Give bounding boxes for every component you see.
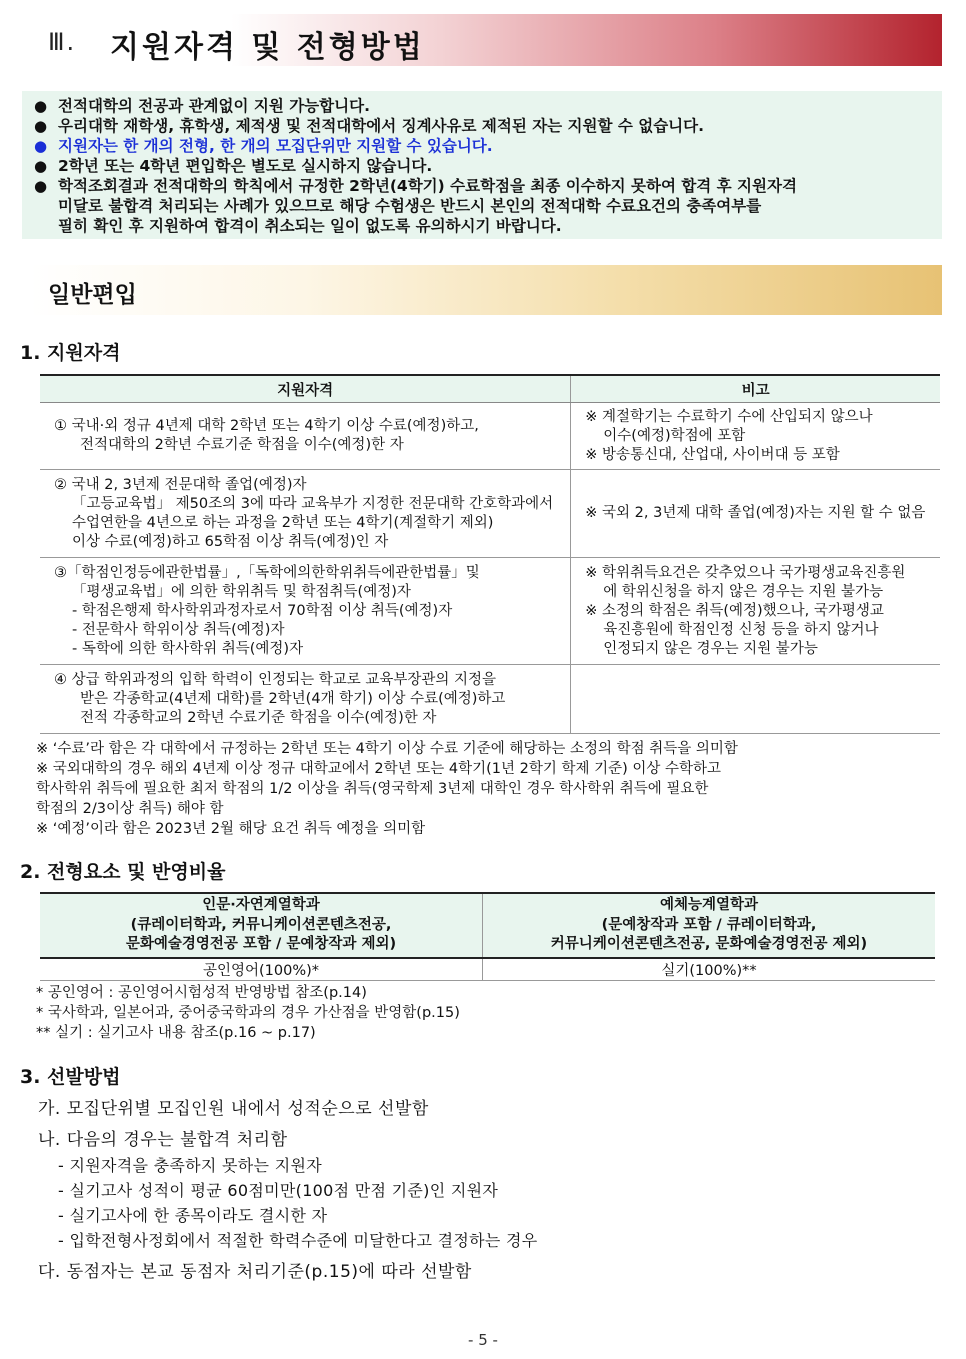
cell-line: ※ 방송통신대, 산업대, 사이버대 등 포함 xyxy=(585,446,840,463)
table-header-row xyxy=(40,375,940,403)
table-cell xyxy=(571,470,940,558)
note-line: ※ 국외대학의 경우 해외 4년제 이상 정규 대학교에서 2학년 또는 4학기(1년 2학기 학제 기준) 이상 수학하고 xyxy=(36,761,721,777)
table-cell: 공인영어(100%)* xyxy=(40,958,483,981)
notice-item-continued: 미달로 불합격 처리되는 사례가 있으므로 해당 수험생은 반드시 본인의 전적대학 수료요건의 충족여부를 xyxy=(58,197,762,215)
cell-line: 육진흥원에 학점인정 신청 등을 하지 않거나 xyxy=(603,621,879,638)
notice-item-highlight: 지원자는 한 개의 전형, 한 개의 모집단위만 지원할 수 있습니다. xyxy=(58,137,493,155)
cell-line: - 독학에 의한 학사학위 취득(예정)자 xyxy=(72,640,304,657)
page-number: - 5 - xyxy=(468,1331,498,1349)
header-line: 인문·자연계열학과 xyxy=(202,897,320,913)
bullet-icon: ● xyxy=(34,157,48,175)
table-row xyxy=(40,403,940,470)
qualification-heading: 1. 지원자격 xyxy=(20,342,121,364)
table-header-cell xyxy=(40,893,483,958)
cell-line: ※ 소정의 학점은 취득(예정)했으나, 국가평생교 xyxy=(585,602,884,619)
table-row xyxy=(40,665,940,734)
notice-item-continued: 필히 확인 후 지원하여 합격이 취소되는 일이 없도록 유의하시기 바랍니다. xyxy=(58,217,562,235)
table-cell xyxy=(40,558,571,665)
cell-line: ② 국내 2, 3년제 전문대학 졸업(예정)자 xyxy=(54,476,307,493)
cell-line: ※ 학위취득요건은 갖추었으나 국가평생교육진흥원 xyxy=(585,564,906,581)
section-title: 지원자격 및 전형방법 xyxy=(110,30,425,65)
note-line: 학점의 2/3이상 취득) 해야 함 xyxy=(36,801,224,817)
table-header-cell xyxy=(483,893,936,958)
notice-item: 우리대학 재학생, 휴학생, 제적생 및 전적대학에서 징계사유로 제적된 자는 지원할 수 없습니다. xyxy=(58,117,704,135)
table-row xyxy=(40,558,940,665)
bullet-icon: ● xyxy=(34,177,48,195)
cell-line: 「고등교육법」 제50조의 3에 따라 교육부가 지정한 전문대학 간호학과에서 xyxy=(72,495,554,512)
selection-sub-item: - 실기고사에 한 종목이라도 결시한 자 xyxy=(58,1206,328,1225)
note-line: ※ ‘수료’라 함은 각 대학에서 규정하는 2학년 또는 4학기 이상 수료 기준에 해당하는 소정의 학점 취득을 의미함 xyxy=(36,741,738,757)
note-line: ** 실기 : 실기고사 내용 참조(p.16 ~ p.17) xyxy=(36,1025,316,1041)
table-cell xyxy=(571,558,940,665)
note-line: * 국사학과, 일본어과, 중어중국학과의 경우 가산점을 반영함(p.15) xyxy=(36,1005,460,1021)
notice-item: 학적조회결과 전적대학의 학칙에서 규정한 2학년(4학기) 수료학점을 최종 이수하지 못하여 합격 후 지원자격 xyxy=(58,177,797,195)
cell-line: 이상 수료(예정)하고 65학점 이상 취득(예정)인 자 xyxy=(72,533,389,550)
qualification-table xyxy=(40,374,940,734)
header-line: (문예창작과 포함 / 큐레이터학과, xyxy=(601,916,817,933)
selection-item-na: 나. 다음의 경우는 불합격 처리함 xyxy=(38,1130,288,1150)
cell-line: 「평생교육법」에 의한 학위취득 및 학점취득(예정)자 xyxy=(72,583,411,600)
cell-line: ※ 국외 2, 3년제 대학 졸업(예정)자는 지원 할 수 없음 xyxy=(585,505,926,521)
selection-sub-item: - 입학전형사정회에서 적절한 학력수준에 미달한다고 결정하는 경우 xyxy=(58,1231,538,1250)
bullet-icon: ● xyxy=(34,117,48,135)
cell-line: 이수(예정)학점에 포함 xyxy=(603,427,746,444)
cell-line: ① 국내·외 정규 4년제 대학 2학년 또는 4학기 이상 수료(예정)하고, xyxy=(54,418,479,434)
header-line: 커뮤니케이션콘텐츠전공, 문화예술경영전공 제외) xyxy=(550,936,868,952)
cell-line: - 학점은행제 학사학위과정자로서 70학점 이상 취득(예정)자 xyxy=(72,602,453,619)
table-header-cell: 비고 xyxy=(571,375,940,403)
elements-heading: 2. 전형요소 및 반영비율 xyxy=(20,861,226,883)
notice-box xyxy=(22,91,942,239)
cell-line: 받은 각종학교(4년제 대학)를 2학년(4개 학기) 이상 수료(예정)하고 xyxy=(80,690,506,707)
notice-item: 전적대학의 전공과 관계없이 지원 가능합니다. xyxy=(58,97,370,115)
table-header-cell: 지원자격 xyxy=(40,375,571,403)
bullet-icon: ● xyxy=(34,97,48,115)
cell-line: 전적 각종학교의 2학년 수료기준 학점을 이수(예정)한 자 xyxy=(80,709,437,726)
bullet-icon: ● xyxy=(34,137,48,155)
table-cell xyxy=(571,403,940,470)
cell-line: 인정되지 않은 경우는 지원 불가능 xyxy=(603,640,818,657)
table-header-row xyxy=(40,893,935,958)
elements-table xyxy=(40,892,935,981)
table-cell-empty xyxy=(571,665,940,734)
table-cell xyxy=(40,470,571,558)
subsection-title: 일반편입 xyxy=(48,282,137,308)
subsection-banner xyxy=(30,265,942,315)
selection-heading: 3. 선발방법 xyxy=(20,1066,121,1088)
note-line: * 공인영어 : 공인영어시험성적 반영방법 참조(p.14) xyxy=(36,985,367,1001)
table-cell: 실기(100%)** xyxy=(483,958,936,981)
cell-line: 에 학위신청을 하지 않은 경우는 지원 불가능 xyxy=(603,583,884,600)
note-line: ※ ‘예정’이라 함은 2023년 2월 해당 요건 취득 예정을 의미함 xyxy=(36,821,426,837)
header-line: (큐레이터학과, 커뮤니케이션콘텐츠전공, xyxy=(130,916,392,933)
selection-item-da: 다. 동점자는 본교 동점자 처리기준(p.15)에 따라 선발함 xyxy=(38,1262,472,1282)
cell-line: - 전문학사 학위이상 취득(예정)자 xyxy=(72,621,285,638)
cell-line: 수업연한을 4년으로 하는 과정을 2학년 또는 4학기(계절학기 제외) xyxy=(72,514,494,531)
selection-sub-item: - 실기고사 성적이 평균 60점미만(100점 만점 기준)인 지원자 xyxy=(58,1181,499,1200)
cell-line: 전적대학의 2학년 수료기준 학점을 이수(예정)한 자 xyxy=(80,437,404,453)
selection-sub-item: - 지원자격을 충족하지 못하는 지원자 xyxy=(58,1156,322,1175)
section-number: Ⅲ. xyxy=(48,28,77,56)
notice-item: 2학년 또는 4학년 편입학은 별도로 실시하지 않습니다. xyxy=(58,157,433,175)
note-line: 학사학위 취득에 필요한 최저 학점의 1/2 이상을 취득(영국학제 3년제 대학인 경우 학사학위 취득에 필요한 xyxy=(36,781,709,797)
cell-line: ④ 상급 학위과정의 입학 학력이 인정되는 학교로 교육부장관의 지정을 xyxy=(54,671,497,688)
header-line: 문화예술경영전공 포함 / 문예창작과 제외) xyxy=(125,936,397,952)
header-line: 예체능계열학과 xyxy=(659,897,759,913)
cell-line: ③「학점인정등에관한법률」,「독학에의한학위취득에관한법률」및 xyxy=(54,564,480,581)
selection-item-ga: 가. 모집단위별 모집인원 내에서 성적순으로 선발함 xyxy=(38,1099,429,1119)
cell-line: ※ 계절학기는 수료학기 수에 산입되지 않으나 xyxy=(585,408,873,425)
table-row xyxy=(40,958,935,981)
table-cell xyxy=(40,665,571,734)
table-cell xyxy=(40,403,571,470)
table-row xyxy=(40,470,940,558)
